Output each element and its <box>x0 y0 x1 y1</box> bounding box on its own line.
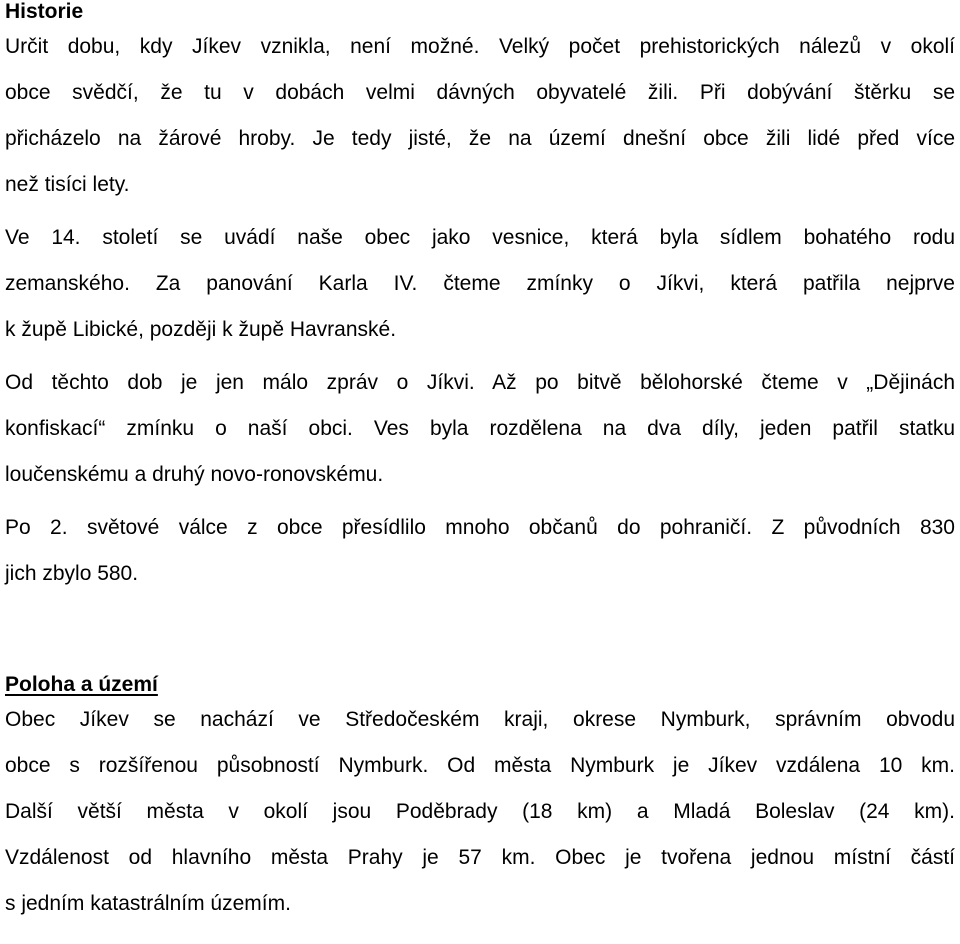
paragraph-line: loučenskému a druhý novo-ronovskému. <box>5 463 384 486</box>
paragraph-line: k župě Libické, později k župě Havranské. <box>5 318 397 341</box>
paragraph-line: obce svědčí, že tu v dobách velmi dávných obyvatelé žili. Při dobývání štěrku se <box>5 81 955 104</box>
paragraph-line: obce s rozšířenou působností Nymburk. Od města Nymburk je Jíkev vzdálena 10 km. <box>5 754 955 777</box>
history-heading: Historie <box>5 0 84 23</box>
paragraph-line: Ve 14. století se uvádí naše obec jako vesnice, která byla sídlem bohatého rodu <box>5 226 955 249</box>
paragraph-line: Určit dobu, kdy Jíkev vznikla, není možné. Velký počet prehistorických nálezů v okolí <box>5 35 955 58</box>
paragraph-line: Další větší města v okolí jsou Poděbrady (18 km) a Mladá Boleslav (24 km). <box>5 800 955 823</box>
paragraph-line: Vzdálenost od hlavního města Prahy je 57 km. Obec je tvořena jednou místní částí <box>5 846 955 869</box>
paragraph-line: přicházelo na žárové hroby. Je tedy jisté, že na území dnešní obce žili lidé před více <box>5 127 955 150</box>
location-paragraph <box>5 697 955 927</box>
paragraph-line: konfiskací“ zmínku o naší obci. Ves byla rozdělena na dva díly, jeden patřil statku <box>5 417 955 440</box>
paragraph-line: Obec Jíkev se nachází ve Středočeském kraji, okrese Nymburk, správním obvodu <box>5 708 955 731</box>
paragraph-line: Od těchto dob je jen málo zpráv o Jíkvi. Až po bitvě bělohorské čteme v „Dějinách <box>5 371 955 394</box>
paragraph-line: než tisíci lety. <box>5 173 130 196</box>
history-paragraph-14th-century <box>5 215 955 353</box>
paragraph-line: zemanského. Za panování Karla IV. čteme zmínky o Jíkvi, která patřila nejprve <box>5 272 955 295</box>
paragraph-line: s jedním katastrálním územím. <box>5 892 291 915</box>
document-page <box>5 0 955 927</box>
history-paragraph-origin <box>5 24 955 208</box>
paragraph-line: Po 2. světové válce z obce přesídlilo mnoho občanů do pohraničí. Z původních 830 <box>5 516 955 539</box>
location-heading <box>5 673 955 697</box>
history-paragraph-ww2 <box>5 505 955 597</box>
paragraph-line: jich zbylo 580. <box>5 562 139 585</box>
location-heading-text: Poloha a území <box>5 673 158 696</box>
history-paragraph-white-mountain <box>5 360 955 498</box>
